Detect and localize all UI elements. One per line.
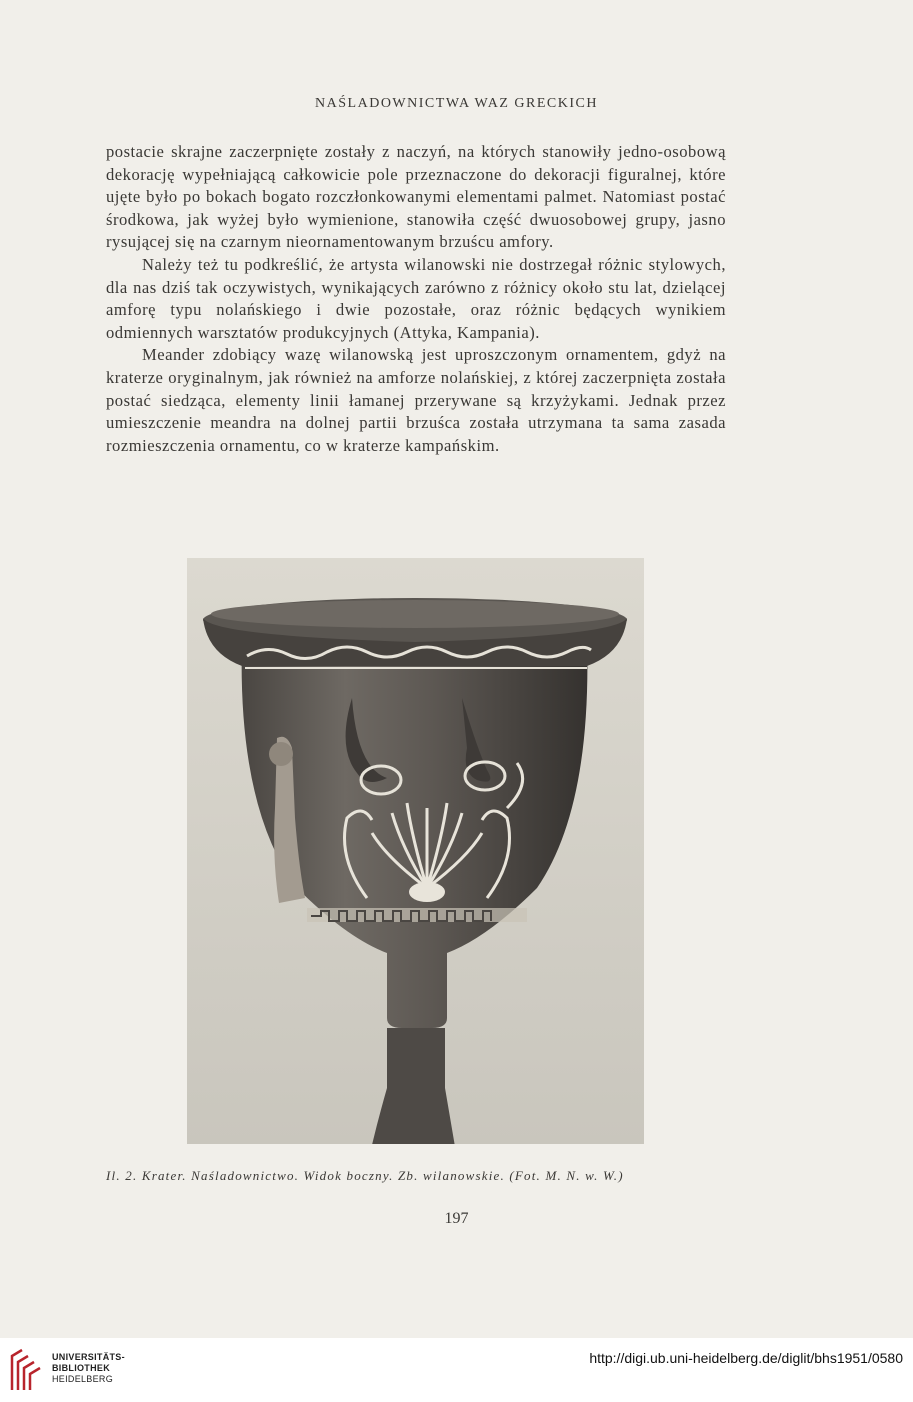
- page-number: 197: [444, 1210, 469, 1227]
- source-url-link[interactable]: http://digi.ub.uni-heidelberg.de/diglit/bhs1951/0580: [589, 1350, 903, 1366]
- library-logo-icon: [8, 1346, 44, 1394]
- paragraph-3: Meander zdobiący wazę wilanowską jest uproszczonym ornamentem, gdyż na kraterze oryginalnym, jak również na amforze nolańskiej, z której zaczerpnięta została postać siedząca, elementy linii łamanej przerywane są krzyżykami. Jednak przez umieszczenie meandra na dolnej partii brzuśca została utrzymana ta sama zasada rozmieszczenia ornamentu, co w kraterze kampańskim.: [106, 345, 726, 455]
- krater-vase-illustration: [187, 558, 644, 1144]
- library-name-line2: BIBLIOTHEK: [52, 1363, 110, 1373]
- library-name-line3: HEIDELBERG: [52, 1374, 114, 1384]
- library-name: [52, 1352, 125, 1385]
- figure-caption: Il. 2. Krater. Naśladownictwo. Widok boczny. Zb. wilanowskie. (Fot. M. N. w. W.): [106, 1168, 624, 1183]
- paragraph-2: Należy też tu podkreślić, że artysta wilanowski nie dostrzegał różnic stylowych, dla nas dziś tak oczywistych, wynikających zarówno z różnicy około stu lat, dzielącej amforę typu nolańskiego i dwie pozostałe, oraz różnic będących wynikiem odmiennych warsztatów produkcyjnych (Attyka, Kampania).: [106, 254, 726, 342]
- footer-bar: [0, 1338, 913, 1402]
- paragraph-1: postacie skrajne zaczerpnięte zostały z naczyń, na których stanowiły jedno-osobową dekorację wypełniającą całkowicie pole przeznaczone do dekoracji figuralnej, które ujęte było po bokach bogato rozczłonkowanymi elementami palmet. Natomiast postać środkowa, jak wyżej było wymienione, stanowiła część dwuosobowej grupy, jasno rysującej się na czarnym nieornamentowanym brzuścu amfory.: [106, 142, 726, 252]
- body-text: [106, 141, 726, 457]
- running-head: NAŚLADOWNICTWA WAZ GRECKICH: [315, 96, 598, 111]
- library-name-line1: UNIVERSITÄTS-: [52, 1352, 125, 1362]
- krater-photograph: [187, 558, 644, 1144]
